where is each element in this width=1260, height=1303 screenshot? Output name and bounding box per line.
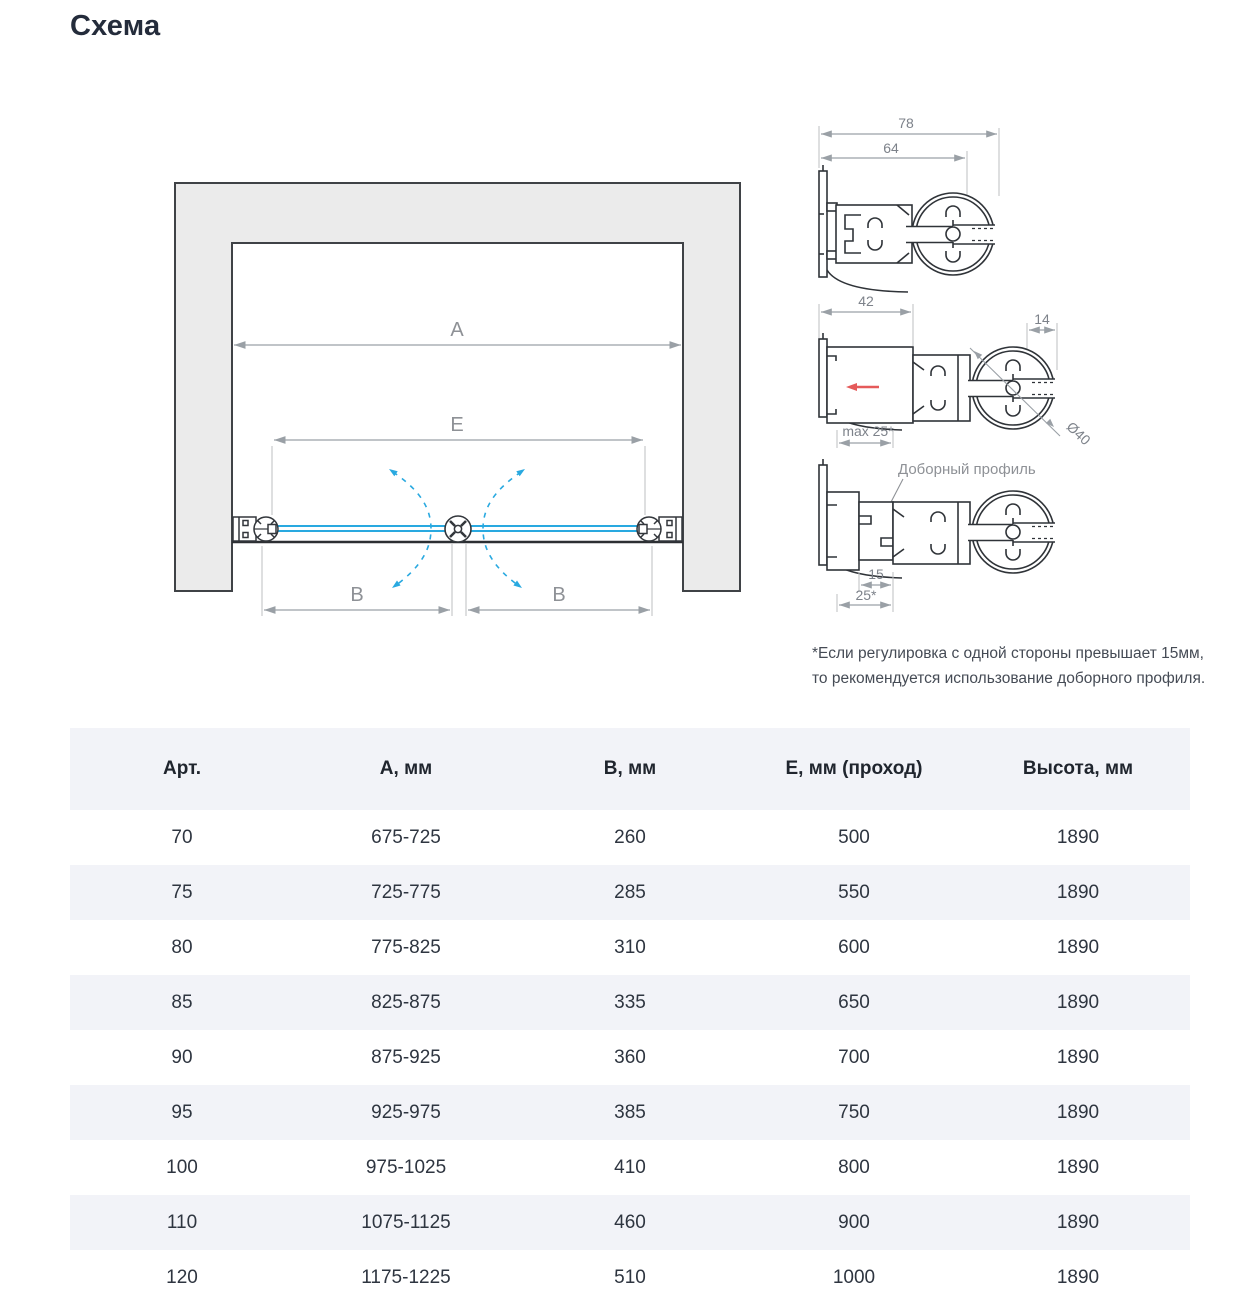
table-header-height: Высота, мм — [1022, 758, 1134, 779]
dim-14-label: 14 — [1034, 311, 1050, 327]
table-row — [70, 975, 1190, 1030]
table-cell: 1890 — [1056, 1266, 1100, 1288]
door-plan-diagram — [165, 145, 755, 635]
table-cell: 260 — [614, 826, 646, 848]
table-cell: 1890 — [1056, 826, 1100, 848]
profile-sections — [795, 105, 1215, 635]
table-cell: 510 — [614, 1266, 646, 1288]
swing-arc-right — [483, 472, 521, 586]
table-cell: 500 — [838, 826, 870, 848]
spec-table — [70, 728, 1190, 1303]
table-row — [70, 920, 1190, 975]
table-cell: 675-725 — [371, 826, 441, 848]
table-cell: 1175-1225 — [361, 1266, 451, 1288]
table-cell: 875-925 — [371, 1046, 441, 1068]
table-cell: 825-875 — [371, 991, 441, 1013]
center-pivot-icon — [445, 516, 471, 542]
table-row — [70, 810, 1190, 865]
table-cell: 75 — [171, 881, 193, 903]
table-header-b: В, мм — [603, 758, 657, 779]
dim-e-label: E — [450, 414, 464, 436]
table-cell: 80 — [171, 936, 193, 958]
dim-a — [234, 319, 681, 345]
dim-d40-label: Ø40 — [1063, 418, 1094, 449]
table-cell: 550 — [838, 881, 870, 903]
table-cell: 925-975 — [371, 1101, 441, 1123]
table-cell: 120 — [166, 1266, 198, 1288]
table-cell: 95 — [171, 1101, 193, 1123]
table-cell: 975-1025 — [365, 1156, 447, 1178]
table-cell: 725-775 — [371, 881, 441, 903]
footnote-line-1: *Если регулировка с одной стороны превышает 15мм, — [812, 645, 1204, 662]
dim-b-left-label: B — [350, 584, 364, 606]
table-cell: 650 — [838, 991, 870, 1013]
footnote — [812, 641, 1212, 691]
table-cell: 360 — [614, 1046, 646, 1068]
dim-15-label: 15 — [868, 566, 884, 582]
table-cell: 1890 — [1056, 1046, 1100, 1068]
table-cell: 775-825 — [371, 936, 441, 958]
table-cell: 600 — [838, 936, 870, 958]
dim-42-label: 42 — [858, 293, 874, 309]
table-cell: 800 — [838, 1156, 870, 1178]
filler-profile-piece — [859, 502, 893, 560]
profile-detail-top — [819, 115, 999, 292]
table-row — [70, 1085, 1190, 1140]
filler-profile-callout: Доборный профиль — [898, 461, 1036, 478]
table-cell: 335 — [614, 991, 646, 1013]
page-title: Схема — [70, 10, 161, 42]
table-header-row — [70, 728, 1190, 810]
table-cell: 110 — [166, 1211, 198, 1233]
table-cell: 310 — [614, 936, 646, 958]
dim-78-label: 78 — [898, 115, 914, 131]
table-row — [70, 1250, 1190, 1303]
table-header-art: Арт. — [163, 758, 201, 779]
left-hinge-icon — [254, 517, 278, 541]
dim-25-label: 25* — [855, 587, 877, 603]
table-cell: 1075-1125 — [361, 1211, 451, 1233]
table-cell: 1890 — [1056, 1211, 1100, 1233]
table-row — [70, 865, 1190, 920]
dim-64-label: 64 — [883, 140, 899, 156]
dim-e — [272, 414, 645, 515]
profile-detail-middle — [819, 293, 1094, 448]
table-cell: 1890 — [1056, 936, 1100, 958]
table-cell: 460 — [614, 1211, 646, 1233]
table-cell: 85 — [171, 991, 193, 1013]
table-cell: 1890 — [1056, 1101, 1100, 1123]
table-cell: 90 — [171, 1046, 193, 1068]
table-row — [70, 1030, 1190, 1085]
table-row — [70, 1140, 1190, 1195]
table-cell: 385 — [614, 1101, 646, 1123]
right-wall-profile — [659, 517, 682, 541]
dim-b — [262, 544, 652, 616]
table-cell: 700 — [838, 1046, 870, 1068]
table-header-a: А, мм — [379, 758, 433, 779]
table-header-e: Е, мм (проход) — [785, 758, 923, 779]
left-wall-profile — [233, 517, 256, 541]
right-hinge-icon — [637, 517, 661, 541]
dim-b-right-label: B — [552, 584, 566, 606]
footnote-line-2: то рекомендуется использование доборного профиля. — [812, 670, 1206, 687]
table-cell: 410 — [614, 1156, 646, 1178]
table-cell: 900 — [838, 1211, 870, 1233]
table-body — [70, 810, 1190, 1303]
table-cell: 285 — [614, 881, 646, 903]
table-cell: 70 — [171, 826, 193, 848]
dim-max25-label: max 25* — [842, 423, 894, 439]
table-cell: 1890 — [1056, 991, 1100, 1013]
table-cell: 1890 — [1056, 1156, 1100, 1178]
table-cell: 1000 — [832, 1266, 876, 1288]
dim-a-label: A — [450, 319, 464, 341]
table-cell: 100 — [166, 1156, 198, 1178]
table-row — [70, 1195, 1190, 1250]
swing-arc-left — [393, 472, 431, 586]
dim-78-64 — [819, 115, 999, 206]
table-cell: 1890 — [1056, 881, 1100, 903]
profile-detail-bottom — [819, 459, 1056, 612]
table-cell: 750 — [838, 1101, 870, 1123]
